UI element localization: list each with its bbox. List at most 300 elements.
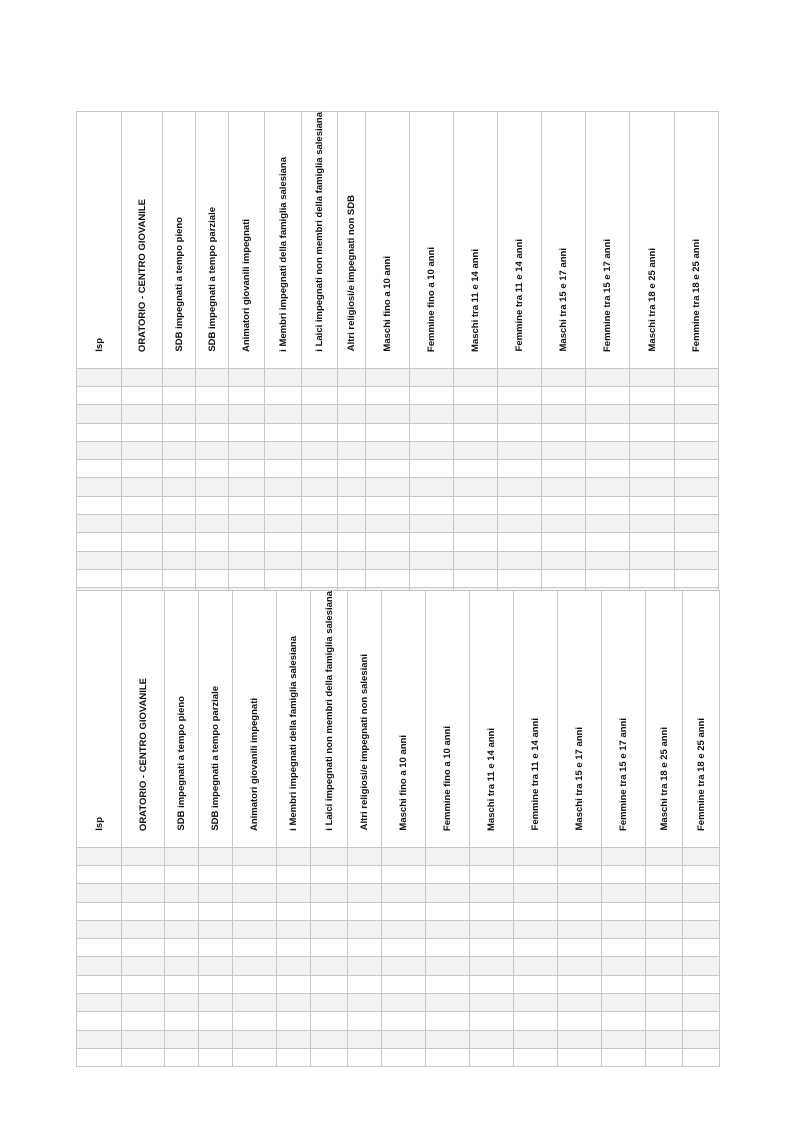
table-cell[interactable] <box>675 441 719 459</box>
table-cell[interactable] <box>277 884 311 902</box>
table-cell[interactable] <box>470 975 514 993</box>
table-cell[interactable] <box>122 368 163 386</box>
table-cell[interactable] <box>233 884 277 902</box>
table-cell[interactable] <box>586 441 630 459</box>
table-cell[interactable] <box>498 478 542 496</box>
table-cell[interactable] <box>366 569 410 587</box>
table-cell[interactable] <box>338 386 366 404</box>
table-cell[interactable] <box>410 569 454 587</box>
table-cell[interactable] <box>348 957 382 975</box>
table-cell[interactable] <box>302 515 338 533</box>
table-cell[interactable] <box>265 386 302 404</box>
table-cell[interactable] <box>630 533 675 551</box>
table-cell[interactable] <box>366 551 410 569</box>
table-cell[interactable] <box>348 1030 382 1048</box>
table-cell[interactable] <box>122 920 165 938</box>
table-cell[interactable] <box>382 1030 426 1048</box>
table-cell[interactable] <box>302 569 338 587</box>
table-cell[interactable] <box>366 515 410 533</box>
table-cell[interactable] <box>602 1030 646 1048</box>
table-cell[interactable] <box>542 515 586 533</box>
table-cell[interactable] <box>646 957 683 975</box>
table-cell[interactable] <box>196 478 229 496</box>
table-cell[interactable] <box>630 478 675 496</box>
table-cell[interactable] <box>302 478 338 496</box>
table-cell[interactable] <box>196 515 229 533</box>
table-cell[interactable] <box>410 386 454 404</box>
table-cell[interactable] <box>122 957 165 975</box>
table-cell[interactable] <box>77 496 122 514</box>
table-cell[interactable] <box>514 884 558 902</box>
table-cell[interactable] <box>646 1048 683 1066</box>
table-cell[interactable] <box>163 386 196 404</box>
table-cell[interactable] <box>646 939 683 957</box>
table-cell[interactable] <box>410 368 454 386</box>
table-cell[interactable] <box>348 1012 382 1030</box>
table-cell[interactable] <box>338 460 366 478</box>
table-cell[interactable] <box>338 515 366 533</box>
table-cell[interactable] <box>542 441 586 459</box>
table-cell[interactable] <box>165 865 199 883</box>
table-cell[interactable] <box>630 569 675 587</box>
table-cell[interactable] <box>77 994 122 1012</box>
table-cell[interactable] <box>675 460 719 478</box>
table-cell[interactable] <box>311 957 348 975</box>
table-cell[interactable] <box>338 496 366 514</box>
table-cell[interactable] <box>338 551 366 569</box>
table-cell[interactable] <box>542 478 586 496</box>
table-cell[interactable] <box>229 368 265 386</box>
table-cell[interactable] <box>122 515 163 533</box>
table-cell[interactable] <box>675 515 719 533</box>
table-cell[interactable] <box>646 994 683 1012</box>
table-cell[interactable] <box>163 441 196 459</box>
table-cell[interactable] <box>558 865 602 883</box>
table-cell[interactable] <box>498 405 542 423</box>
table-cell[interactable] <box>302 533 338 551</box>
table-cell[interactable] <box>233 847 277 865</box>
table-cell[interactable] <box>165 975 199 993</box>
table-cell[interactable] <box>277 1030 311 1048</box>
table-cell[interactable] <box>558 939 602 957</box>
table-cell[interactable] <box>165 1030 199 1048</box>
table-cell[interactable] <box>410 496 454 514</box>
table-cell[interactable] <box>163 460 196 478</box>
table-cell[interactable] <box>122 1012 165 1030</box>
table-cell[interactable] <box>77 957 122 975</box>
table-cell[interactable] <box>470 957 514 975</box>
table-cell[interactable] <box>675 551 719 569</box>
table-cell[interactable] <box>338 569 366 587</box>
table-cell[interactable] <box>265 496 302 514</box>
table-cell[interactable] <box>683 902 720 920</box>
table-cell[interactable] <box>165 994 199 1012</box>
table-cell[interactable] <box>454 405 498 423</box>
table-cell[interactable] <box>77 1030 122 1048</box>
table-cell[interactable] <box>426 957 470 975</box>
table-cell[interactable] <box>382 994 426 1012</box>
table-cell[interactable] <box>514 1048 558 1066</box>
table-cell[interactable] <box>199 1048 233 1066</box>
table-cell[interactable] <box>196 405 229 423</box>
table-cell[interactable] <box>514 939 558 957</box>
table-cell[interactable] <box>77 386 122 404</box>
table-cell[interactable] <box>77 515 122 533</box>
table-cell[interactable] <box>454 423 498 441</box>
table-cell[interactable] <box>602 1012 646 1030</box>
table-cell[interactable] <box>454 386 498 404</box>
table-cell[interactable] <box>558 1012 602 1030</box>
table-cell[interactable] <box>233 902 277 920</box>
table-cell[interactable] <box>265 368 302 386</box>
table-cell[interactable] <box>630 441 675 459</box>
table-cell[interactable] <box>265 515 302 533</box>
table-cell[interactable] <box>199 939 233 957</box>
table-cell[interactable] <box>382 975 426 993</box>
table-cell[interactable] <box>498 441 542 459</box>
table-cell[interactable] <box>382 1048 426 1066</box>
table-cell[interactable] <box>646 847 683 865</box>
table-cell[interactable] <box>470 865 514 883</box>
table-cell[interactable] <box>410 460 454 478</box>
table-cell[interactable] <box>602 957 646 975</box>
table-cell[interactable] <box>311 1012 348 1030</box>
table-cell[interactable] <box>683 939 720 957</box>
table-cell[interactable] <box>558 1030 602 1048</box>
table-cell[interactable] <box>558 957 602 975</box>
table-cell[interactable] <box>165 1048 199 1066</box>
table-cell[interactable] <box>382 1012 426 1030</box>
table-cell[interactable] <box>165 884 199 902</box>
table-cell[interactable] <box>122 1048 165 1066</box>
table-cell[interactable] <box>514 994 558 1012</box>
table-cell[interactable] <box>498 368 542 386</box>
table-cell[interactable] <box>382 957 426 975</box>
table-cell[interactable] <box>558 920 602 938</box>
table-cell[interactable] <box>675 368 719 386</box>
table-cell[interactable] <box>514 902 558 920</box>
table-cell[interactable] <box>311 865 348 883</box>
table-cell[interactable] <box>311 1048 348 1066</box>
table-cell[interactable] <box>675 405 719 423</box>
table-cell[interactable] <box>426 902 470 920</box>
table-cell[interactable] <box>233 957 277 975</box>
table-cell[interactable] <box>426 920 470 938</box>
table-cell[interactable] <box>602 939 646 957</box>
table-cell[interactable] <box>265 533 302 551</box>
table-cell[interactable] <box>454 441 498 459</box>
table-cell[interactable] <box>498 423 542 441</box>
table-cell[interactable] <box>277 1048 311 1066</box>
table-cell[interactable] <box>302 368 338 386</box>
table-cell[interactable] <box>646 1030 683 1048</box>
table-cell[interactable] <box>196 496 229 514</box>
table-cell[interactable] <box>302 441 338 459</box>
table-cell[interactable] <box>77 847 122 865</box>
table-cell[interactable] <box>586 496 630 514</box>
table-cell[interactable] <box>122 478 163 496</box>
table-cell[interactable] <box>348 975 382 993</box>
table-cell[interactable] <box>410 515 454 533</box>
table-cell[interactable] <box>646 975 683 993</box>
table-cell[interactable] <box>277 975 311 993</box>
table-cell[interactable] <box>229 441 265 459</box>
table-cell[interactable] <box>311 884 348 902</box>
table-cell[interactable] <box>338 478 366 496</box>
table-cell[interactable] <box>683 1048 720 1066</box>
table-cell[interactable] <box>675 569 719 587</box>
table-cell[interactable] <box>683 920 720 938</box>
table-cell[interactable] <box>233 1048 277 1066</box>
table-cell[interactable] <box>586 569 630 587</box>
table-cell[interactable] <box>366 441 410 459</box>
table-cell[interactable] <box>498 569 542 587</box>
table-cell[interactable] <box>498 533 542 551</box>
table-cell[interactable] <box>302 405 338 423</box>
table-cell[interactable] <box>366 496 410 514</box>
table-cell[interactable] <box>586 478 630 496</box>
table-cell[interactable] <box>122 551 163 569</box>
table-cell[interactable] <box>514 920 558 938</box>
table-cell[interactable] <box>586 533 630 551</box>
table-cell[interactable] <box>199 1012 233 1030</box>
table-cell[interactable] <box>165 920 199 938</box>
table-cell[interactable] <box>683 847 720 865</box>
table-cell[interactable] <box>122 865 165 883</box>
table-cell[interactable] <box>311 975 348 993</box>
table-cell[interactable] <box>77 902 122 920</box>
table-cell[interactable] <box>630 405 675 423</box>
table-cell[interactable] <box>122 902 165 920</box>
table-cell[interactable] <box>233 994 277 1012</box>
table-cell[interactable] <box>558 994 602 1012</box>
table-cell[interactable] <box>366 368 410 386</box>
table-cell[interactable] <box>602 847 646 865</box>
table-cell[interactable] <box>683 957 720 975</box>
table-cell[interactable] <box>470 847 514 865</box>
table-cell[interactable] <box>229 569 265 587</box>
table-cell[interactable] <box>410 478 454 496</box>
table-cell[interactable] <box>426 865 470 883</box>
table-cell[interactable] <box>338 441 366 459</box>
table-cell[interactable] <box>675 423 719 441</box>
table-cell[interactable] <box>302 386 338 404</box>
table-cell[interactable] <box>542 569 586 587</box>
table-cell[interactable] <box>199 975 233 993</box>
table-cell[interactable] <box>77 975 122 993</box>
table-cell[interactable] <box>454 551 498 569</box>
table-cell[interactable] <box>586 405 630 423</box>
table-cell[interactable] <box>470 920 514 938</box>
table-cell[interactable] <box>122 847 165 865</box>
table-cell[interactable] <box>163 405 196 423</box>
table-cell[interactable] <box>122 569 163 587</box>
table-cell[interactable] <box>122 533 163 551</box>
table-cell[interactable] <box>338 368 366 386</box>
table-cell[interactable] <box>265 551 302 569</box>
table-cell[interactable] <box>410 533 454 551</box>
table-cell[interactable] <box>454 569 498 587</box>
table-cell[interactable] <box>646 1012 683 1030</box>
table-cell[interactable] <box>426 939 470 957</box>
table-cell[interactable] <box>348 902 382 920</box>
table-cell[interactable] <box>410 551 454 569</box>
table-cell[interactable] <box>77 441 122 459</box>
table-cell[interactable] <box>122 994 165 1012</box>
table-cell[interactable] <box>586 551 630 569</box>
table-cell[interactable] <box>165 1012 199 1030</box>
table-cell[interactable] <box>348 920 382 938</box>
table-cell[interactable] <box>199 920 233 938</box>
table-cell[interactable] <box>199 884 233 902</box>
table-cell[interactable] <box>514 975 558 993</box>
table-cell[interactable] <box>366 478 410 496</box>
table-cell[interactable] <box>558 847 602 865</box>
table-cell[interactable] <box>77 551 122 569</box>
table-cell[interactable] <box>498 515 542 533</box>
table-cell[interactable] <box>199 902 233 920</box>
table-cell[interactable] <box>646 884 683 902</box>
table-cell[interactable] <box>382 847 426 865</box>
table-cell[interactable] <box>683 975 720 993</box>
table-cell[interactable] <box>165 847 199 865</box>
table-cell[interactable] <box>122 939 165 957</box>
table-cell[interactable] <box>229 386 265 404</box>
table-cell[interactable] <box>77 478 122 496</box>
table-cell[interactable] <box>366 405 410 423</box>
table-cell[interactable] <box>348 994 382 1012</box>
table-cell[interactable] <box>498 386 542 404</box>
table-cell[interactable] <box>277 920 311 938</box>
table-cell[interactable] <box>366 386 410 404</box>
table-cell[interactable] <box>366 533 410 551</box>
table-cell[interactable] <box>163 423 196 441</box>
table-cell[interactable] <box>586 386 630 404</box>
table-cell[interactable] <box>683 884 720 902</box>
table-cell[interactable] <box>382 939 426 957</box>
table-cell[interactable] <box>426 847 470 865</box>
table-cell[interactable] <box>426 994 470 1012</box>
table-cell[interactable] <box>196 423 229 441</box>
table-cell[interactable] <box>683 1012 720 1030</box>
table-cell[interactable] <box>229 478 265 496</box>
table-cell[interactable] <box>675 496 719 514</box>
table-cell[interactable] <box>348 865 382 883</box>
table-cell[interactable] <box>454 478 498 496</box>
table-cell[interactable] <box>558 902 602 920</box>
table-cell[interactable] <box>630 515 675 533</box>
table-cell[interactable] <box>77 569 122 587</box>
table-cell[interactable] <box>163 515 196 533</box>
table-cell[interactable] <box>683 865 720 883</box>
table-cell[interactable] <box>602 975 646 993</box>
table-cell[interactable] <box>199 957 233 975</box>
table-cell[interactable] <box>233 939 277 957</box>
table-cell[interactable] <box>514 1030 558 1048</box>
table-cell[interactable] <box>630 423 675 441</box>
table-cell[interactable] <box>675 478 719 496</box>
table-cell[interactable] <box>302 423 338 441</box>
table-cell[interactable] <box>311 902 348 920</box>
table-cell[interactable] <box>586 423 630 441</box>
table-cell[interactable] <box>199 847 233 865</box>
table-cell[interactable] <box>426 975 470 993</box>
table-cell[interactable] <box>348 939 382 957</box>
table-cell[interactable] <box>348 884 382 902</box>
table-cell[interactable] <box>602 884 646 902</box>
table-cell[interactable] <box>498 551 542 569</box>
table-cell[interactable] <box>542 405 586 423</box>
table-cell[interactable] <box>426 1030 470 1048</box>
table-cell[interactable] <box>348 1048 382 1066</box>
table-cell[interactable] <box>470 902 514 920</box>
table-cell[interactable] <box>586 515 630 533</box>
table-cell[interactable] <box>77 533 122 551</box>
table-cell[interactable] <box>265 441 302 459</box>
table-cell[interactable] <box>165 902 199 920</box>
table-cell[interactable] <box>229 460 265 478</box>
table-cell[interactable] <box>77 1012 122 1030</box>
table-cell[interactable] <box>602 920 646 938</box>
table-cell[interactable] <box>122 1030 165 1048</box>
table-cell[interactable] <box>196 386 229 404</box>
table-cell[interactable] <box>233 920 277 938</box>
table-cell[interactable] <box>229 423 265 441</box>
table-cell[interactable] <box>454 533 498 551</box>
table-cell[interactable] <box>382 920 426 938</box>
table-cell[interactable] <box>229 515 265 533</box>
table-cell[interactable] <box>302 460 338 478</box>
table-cell[interactable] <box>470 994 514 1012</box>
table-cell[interactable] <box>630 368 675 386</box>
table-cell[interactable] <box>542 423 586 441</box>
table-cell[interactable] <box>426 1048 470 1066</box>
table-cell[interactable] <box>122 460 163 478</box>
table-cell[interactable] <box>122 405 163 423</box>
table-cell[interactable] <box>602 994 646 1012</box>
table-cell[interactable] <box>602 902 646 920</box>
table-cell[interactable] <box>163 551 196 569</box>
table-cell[interactable] <box>646 920 683 938</box>
table-cell[interactable] <box>163 496 196 514</box>
table-cell[interactable] <box>558 884 602 902</box>
table-cell[interactable] <box>338 405 366 423</box>
table-cell[interactable] <box>122 975 165 993</box>
table-cell[interactable] <box>514 957 558 975</box>
table-cell[interactable] <box>277 994 311 1012</box>
table-cell[interactable] <box>470 939 514 957</box>
table-cell[interactable] <box>302 496 338 514</box>
table-cell[interactable] <box>498 460 542 478</box>
table-cell[interactable] <box>311 939 348 957</box>
table-cell[interactable] <box>514 865 558 883</box>
table-cell[interactable] <box>630 460 675 478</box>
table-cell[interactable] <box>199 1030 233 1048</box>
table-cell[interactable] <box>454 515 498 533</box>
table-cell[interactable] <box>454 368 498 386</box>
table-cell[interactable] <box>683 994 720 1012</box>
table-cell[interactable] <box>165 957 199 975</box>
table-cell[interactable] <box>196 368 229 386</box>
table-cell[interactable] <box>514 847 558 865</box>
table-cell[interactable] <box>77 865 122 883</box>
table-cell[interactable] <box>233 865 277 883</box>
table-cell[interactable] <box>77 405 122 423</box>
table-cell[interactable] <box>542 551 586 569</box>
table-cell[interactable] <box>265 460 302 478</box>
table-cell[interactable] <box>122 423 163 441</box>
table-cell[interactable] <box>602 865 646 883</box>
